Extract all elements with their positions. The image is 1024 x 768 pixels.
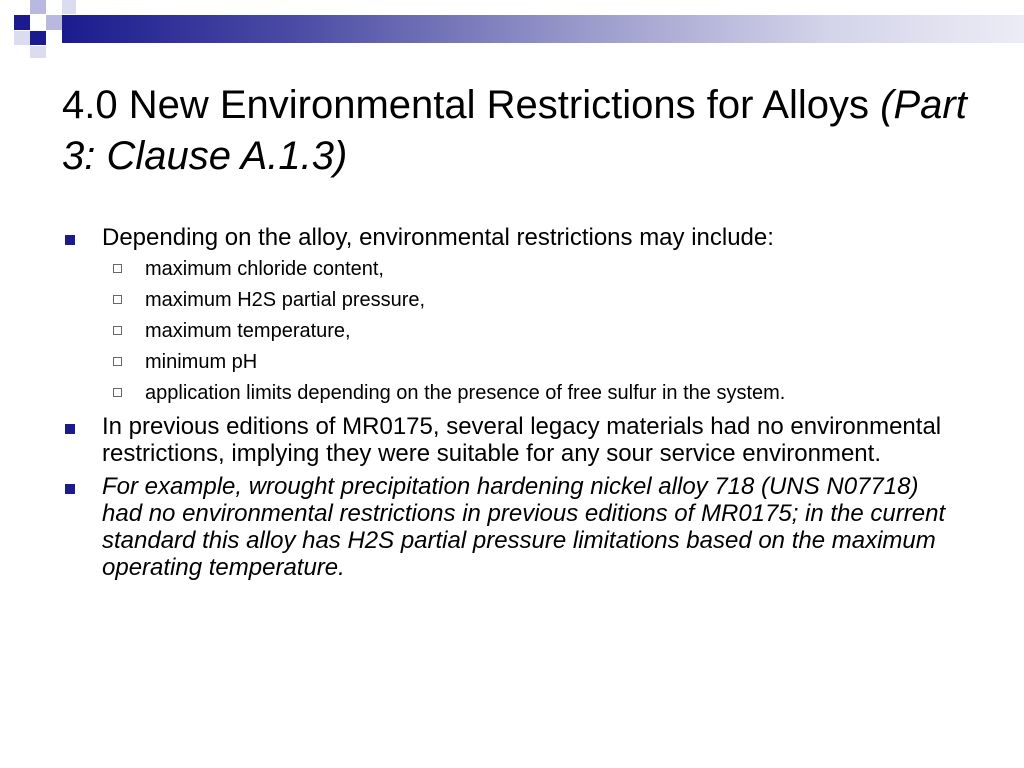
decor-square	[14, 31, 30, 45]
bullet-text: Depending on the alloy, environmental restrictions may include:	[102, 224, 774, 251]
bullet-text: In previous editions of MR0175, several legacy materials had no environmental restrictions, implying they were suitable for any sour service environment.	[102, 413, 942, 467]
decor-square	[30, 0, 46, 14]
decor-square	[46, 15, 62, 30]
hollow-square-bullet-icon	[113, 264, 122, 273]
slide-title	[62, 80, 982, 182]
hollow-square-bullet-icon	[113, 357, 122, 366]
sub-bullet-item	[62, 381, 865, 405]
sub-bullet-text: maximum H2S partial pressure,	[145, 289, 426, 311]
sub-bullet-text: application limits depending on the presence of free sulfur in the system.	[145, 382, 786, 404]
square-bullet-icon	[65, 235, 75, 245]
slide-content	[62, 224, 962, 587]
square-bullet-icon	[65, 484, 75, 494]
decor-square	[62, 0, 76, 14]
decor-square	[30, 31, 46, 45]
sub-bullet-text: minimum pH	[145, 351, 258, 373]
title-main: 4.0 New Environmental Restrictions for Alloys	[62, 83, 869, 127]
sub-bullet-list	[62, 257, 962, 405]
square-bullet-icon	[65, 424, 75, 434]
decor-square	[30, 46, 46, 58]
bullet-text: For example, wrought precipitation hardening nickel alloy 718 (UNS N07718) had no environmental restrictions in previous editions of MR0175; in the current standard this alloy has H2S partial pressure limitations based on the maximum operating temperature.	[102, 473, 946, 581]
sub-bullet-text: maximum temperature,	[145, 320, 351, 342]
hollow-square-bullet-icon	[113, 295, 122, 304]
hollow-square-bullet-icon	[113, 388, 122, 397]
bullet-item	[62, 413, 962, 467]
hollow-square-bullet-icon	[113, 326, 122, 335]
decor-square	[14, 15, 30, 30]
bullet-item	[62, 473, 962, 581]
title-subtitle: (Part 3: Clause A.1.3)	[62, 83, 967, 178]
bullet-item	[62, 224, 962, 251]
header-gradient-bar	[62, 15, 1024, 43]
sub-bullet-text: maximum chloride content,	[145, 258, 384, 280]
sub-bullet-item	[62, 288, 865, 312]
sub-bullet-item	[62, 319, 865, 343]
sub-bullet-item	[62, 257, 865, 281]
sub-bullet-item	[62, 350, 865, 374]
